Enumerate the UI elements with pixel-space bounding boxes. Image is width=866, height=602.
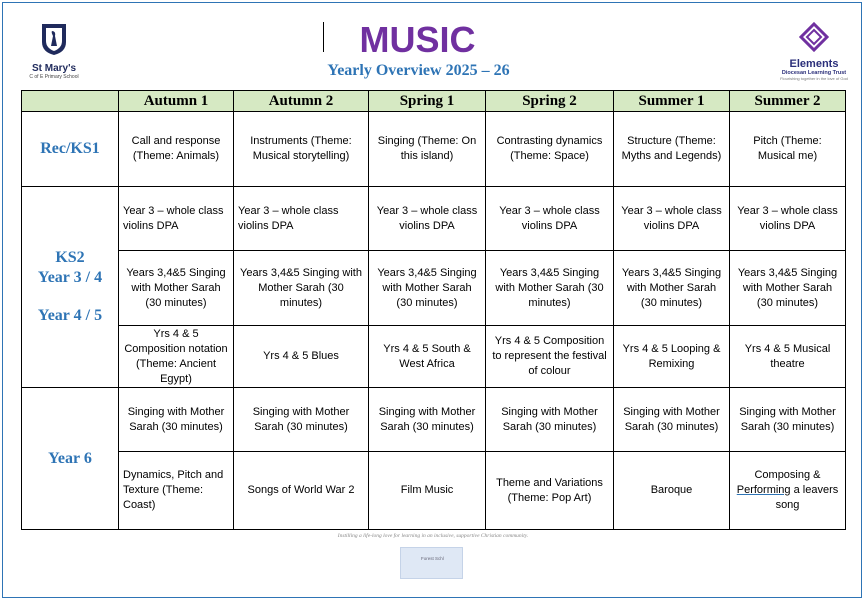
table-cell: Year 3 – whole class violins DPA: [730, 187, 846, 251]
col-header: Spring 1: [369, 91, 486, 112]
table-cell: Singing (Theme: On this island): [369, 112, 486, 187]
row-label-ks2: [22, 187, 119, 388]
year34-label: Year 3 / 4: [37, 269, 103, 286]
table-cell: Years 3,4&5 Singing with Mother Sarah (30 minutes): [119, 251, 234, 326]
trust-name: Elements: [789, 58, 839, 70]
trust-tagline: Flourishing together in the love of God: [780, 76, 848, 81]
table-cell: Film Music: [369, 452, 486, 530]
cell-text-part: a leavers song: [775, 484, 839, 511]
table-cell: Years 3,4&5 Singing with Mother Sarah (30 minutes): [614, 251, 730, 326]
table-cell: Call and response (Theme: Animals): [119, 112, 234, 187]
table-cell: Year 3 – whole class violins DPA: [369, 187, 486, 251]
corner-cell: [22, 91, 119, 112]
table-cell-composing: [730, 452, 846, 530]
table-cell: Yrs 4 & 5 South & West Africa: [369, 326, 486, 388]
table-cell: Year 3 – whole class violins DPA: [486, 187, 614, 251]
table-cell: Years 3,4&5 Singing with Mother Sarah (30 minutes): [234, 251, 369, 326]
school-subtitle: C of E Primary School: [29, 74, 79, 80]
table-cell: Yrs 4 & 5 Composition notation (Theme: Ancient Egypt): [119, 326, 234, 388]
table-cell: Year 3 – whole class violins DPA: [614, 187, 730, 251]
table-row-ks2-themes: [22, 326, 846, 388]
footer-tagline: Instilling a life-long love for learning in an inclusive, supportive Christian community.: [337, 533, 529, 539]
table-cell: Singing with Mother Sarah (30 minutes): [486, 388, 614, 452]
table-cell: Yrs 4 & 5 Looping & Remixing: [614, 326, 730, 388]
table-cell: Dynamics, Pitch and Texture (Theme: Coast): [119, 452, 234, 530]
col-header: Summer 1: [614, 91, 730, 112]
overview-table: [21, 90, 846, 530]
footer-badge-image: [400, 547, 463, 579]
school-logo: [22, 22, 86, 82]
table-cell: Singing with Mother Sarah (30 minutes): [234, 388, 369, 452]
table-row-y6-themes: [22, 452, 846, 530]
table-row-ks2-singing: [22, 251, 846, 326]
table-cell: Singing with Mother Sarah (30 minutes): [119, 388, 234, 452]
col-header: Autumn 2: [234, 91, 369, 112]
table-cell: Years 3,4&5 Singing with Mother Sarah (30 minutes): [369, 251, 486, 326]
year45-label: Year 4 / 5: [37, 307, 103, 324]
ks2-label: KS2: [55, 249, 85, 266]
page-subtitle: Yearly Overview 2025 – 26: [327, 62, 510, 79]
col-header: Spring 2: [486, 91, 614, 112]
table-cell: Pitch (Theme: Musical me): [730, 112, 846, 187]
table-cell: Singing with Mother Sarah (30 minutes): [730, 388, 846, 452]
table-cell: Songs of World War 2: [234, 452, 369, 530]
table-cell: Year 3 – whole class violins DPA: [234, 187, 369, 251]
table-cell: Years 3,4&5 Singing with Mother Sarah (30 minutes): [486, 251, 614, 326]
table-cell: Yrs 4 & 5 Blues: [234, 326, 369, 388]
table-cell: Yrs 4 & 5 Composition to represent the festival of colour: [486, 326, 614, 388]
table-cell: Singing with Mother Sarah (30 minutes): [369, 388, 486, 452]
table-row-rec: [22, 112, 846, 187]
col-header: Autumn 1: [119, 91, 234, 112]
table-cell: Year 3 – whole class violins DPA: [119, 187, 234, 251]
col-header: Summer 2: [730, 91, 846, 112]
table-row-y6-singing: [22, 388, 846, 452]
badge-text: Forest Schl: [421, 556, 444, 561]
row-label-rec: Rec/KS1: [22, 112, 119, 187]
cell-text-part: Composing &: [754, 469, 821, 481]
trust-logo: [778, 22, 850, 82]
cell-text-part-underlined: Performing: [736, 484, 791, 496]
school-crest-icon: [40, 22, 68, 56]
header-row: [22, 91, 846, 112]
table-cell: Years 3,4&5 Singing with Mother Sarah (30 minutes): [730, 251, 846, 326]
table-cell: Singing with Mother Sarah (30 minutes): [614, 388, 730, 452]
table-cell: Theme and Variations (Theme: Pop Art): [486, 452, 614, 530]
trust-subtitle: Diocesan Learning Trust: [781, 70, 847, 76]
table-cell: Yrs 4 & 5 Musical theatre: [730, 326, 846, 388]
table-cell: Baroque: [614, 452, 730, 530]
school-name: St Mary's: [31, 63, 77, 74]
table-row-ks2-violins: [22, 187, 846, 251]
title-divider: [323, 22, 324, 52]
label-spacer: [26, 288, 114, 306]
table-cell: Structure (Theme: Myths and Legends): [614, 112, 730, 187]
elements-diamond-icon: [799, 22, 829, 52]
table-cell: Instruments (Theme: Musical storytelling): [234, 112, 369, 187]
row-label-year6: Year 6: [22, 388, 119, 530]
table-cell: Contrasting dynamics (Theme: Space): [486, 112, 614, 187]
page-title: MUSIC: [359, 19, 476, 60]
